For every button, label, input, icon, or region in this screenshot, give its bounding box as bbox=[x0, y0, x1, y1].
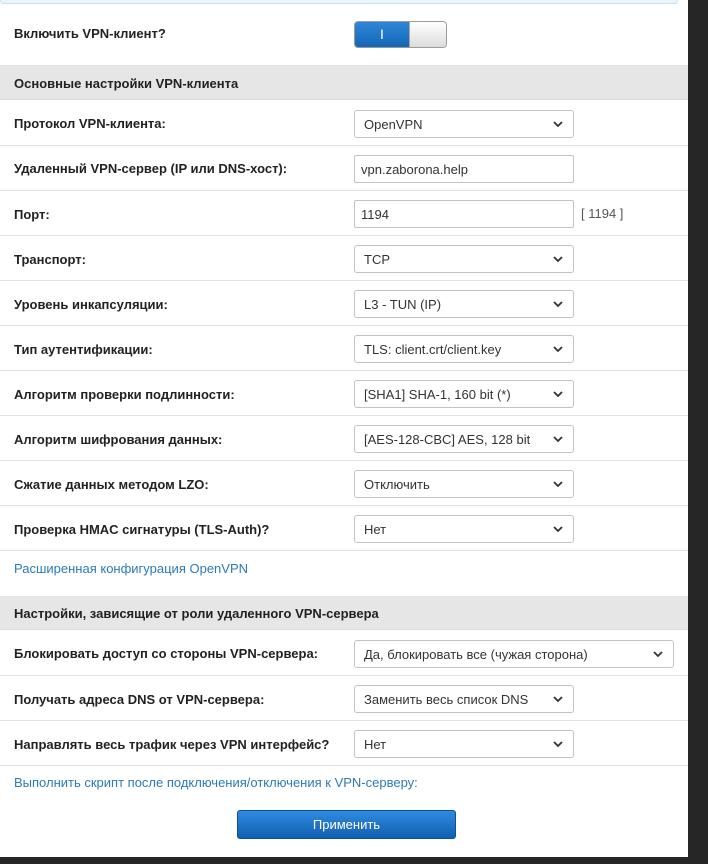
row-dns bbox=[0, 676, 688, 721]
row-vpn-enable bbox=[0, 4, 688, 66]
apply-button[interactable]: Применить bbox=[237, 810, 456, 839]
row-advanced-link bbox=[0, 551, 688, 596]
row-port bbox=[0, 191, 688, 236]
encapsulation-value: L3 - TUN (IP) bbox=[364, 297, 442, 312]
block-access-label: Блокировать доступ со стороны VPN-сервера: bbox=[14, 646, 319, 661]
row-encapsulation bbox=[0, 281, 688, 326]
hmac-select[interactable] bbox=[354, 515, 574, 543]
cipher-label: Алгоритм шифрования данных: bbox=[14, 432, 223, 447]
block-access-select[interactable] bbox=[354, 640, 674, 668]
port-input[interactable]: 1194 bbox=[354, 200, 574, 228]
route-all-value: Нет bbox=[364, 737, 387, 752]
encapsulation-select[interactable] bbox=[354, 290, 574, 318]
cipher-value: [AES-128-CBC] AES, 128 bit bbox=[364, 432, 531, 447]
dns-label: Получать адреса DNS от VPN-сервера: bbox=[14, 692, 265, 707]
chevron-down-icon bbox=[551, 342, 565, 356]
port-default-hint: [ 1194 ] bbox=[581, 206, 624, 221]
lzo-label: Сжатие данных методом LZO: bbox=[14, 477, 209, 492]
hmac-label: Проверка HMAC сигнатуры (TLS-Auth)? bbox=[14, 522, 270, 537]
auth-type-value: TLS: client.crt/client.key bbox=[364, 342, 502, 357]
row-hmac bbox=[0, 506, 688, 551]
transport-select[interactable] bbox=[354, 245, 574, 273]
chevron-down-icon bbox=[551, 432, 565, 446]
vpn-server-input[interactable]: vpn.zaborona.help bbox=[354, 155, 574, 183]
row-auth-digest bbox=[0, 371, 688, 416]
row-lzo bbox=[0, 461, 688, 506]
protocol-label: Протокол VPN-клиента: bbox=[14, 116, 166, 131]
vpn-server-label: Удаленный VPN-сервер (IP или DNS-хост): bbox=[14, 161, 288, 176]
row-cipher bbox=[0, 416, 688, 461]
row-block-access bbox=[0, 630, 688, 676]
chevron-down-icon bbox=[551, 477, 565, 491]
route-all-label: Направлять весь трафик через VPN интерфейс? bbox=[14, 737, 330, 752]
chevron-down-icon bbox=[551, 692, 565, 706]
chevron-down-icon bbox=[551, 522, 565, 536]
section-server-role-settings bbox=[0, 596, 688, 630]
section-basic-settings bbox=[0, 66, 688, 100]
hmac-value: Нет bbox=[364, 522, 387, 537]
chevron-down-icon bbox=[551, 117, 565, 131]
encapsulation-label: Уровень инкапсуляции: bbox=[14, 297, 168, 312]
auth-digest-label: Алгоритм проверки подлинности: bbox=[14, 387, 235, 402]
dns-value: Заменить весь список DNS bbox=[364, 692, 529, 707]
toggle-off-segment[interactable] bbox=[409, 22, 446, 47]
vpn-enable-toggle[interactable] bbox=[354, 21, 447, 48]
advanced-openvpn-config-link[interactable]: Расширенная конфигурация OpenVPN bbox=[14, 561, 249, 576]
auth-digest-select[interactable] bbox=[354, 380, 574, 408]
lzo-select[interactable] bbox=[354, 470, 574, 498]
section-server-role-title: Настройки, зависящие от роли удаленного VPN-сервера bbox=[14, 606, 379, 621]
auth-type-select[interactable] bbox=[354, 335, 574, 363]
row-auth-type bbox=[0, 326, 688, 371]
row-transport bbox=[0, 236, 688, 281]
section-basic-title: Основные настройки VPN-клиента bbox=[14, 76, 239, 91]
post-connect-script-link[interactable]: Выполнить скрипт после подключения/отключения к VPN-серверу: bbox=[14, 775, 418, 790]
chevron-down-icon bbox=[551, 297, 565, 311]
chevron-down-icon bbox=[551, 252, 565, 266]
block-access-value: Да, блокировать все (чужая сторона) bbox=[364, 647, 588, 662]
row-protocol bbox=[0, 100, 688, 146]
row-route-all bbox=[0, 721, 688, 766]
chevron-down-icon bbox=[651, 647, 665, 661]
auth-type-label: Тип аутентификации: bbox=[14, 342, 153, 357]
chevron-down-icon bbox=[551, 387, 565, 401]
row-vpn-server bbox=[0, 146, 688, 191]
toggle-on-segment[interactable]: I bbox=[355, 22, 409, 47]
transport-label: Транспорт: bbox=[14, 252, 86, 267]
lzo-value: Отключить bbox=[364, 477, 430, 492]
protocol-value: OpenVPN bbox=[364, 117, 423, 132]
transport-value: TCP bbox=[364, 252, 390, 267]
dns-select[interactable] bbox=[354, 685, 574, 713]
cipher-select[interactable] bbox=[354, 425, 574, 453]
port-label: Порт: bbox=[14, 207, 50, 222]
auth-digest-value: [SHA1] SHA-1, 160 bit (*) bbox=[364, 387, 511, 402]
chevron-down-icon bbox=[551, 737, 565, 751]
protocol-select[interactable] bbox=[354, 110, 574, 138]
route-all-select[interactable] bbox=[354, 730, 574, 758]
vpn-enable-label: Включить VPN-клиент? bbox=[14, 26, 166, 41]
